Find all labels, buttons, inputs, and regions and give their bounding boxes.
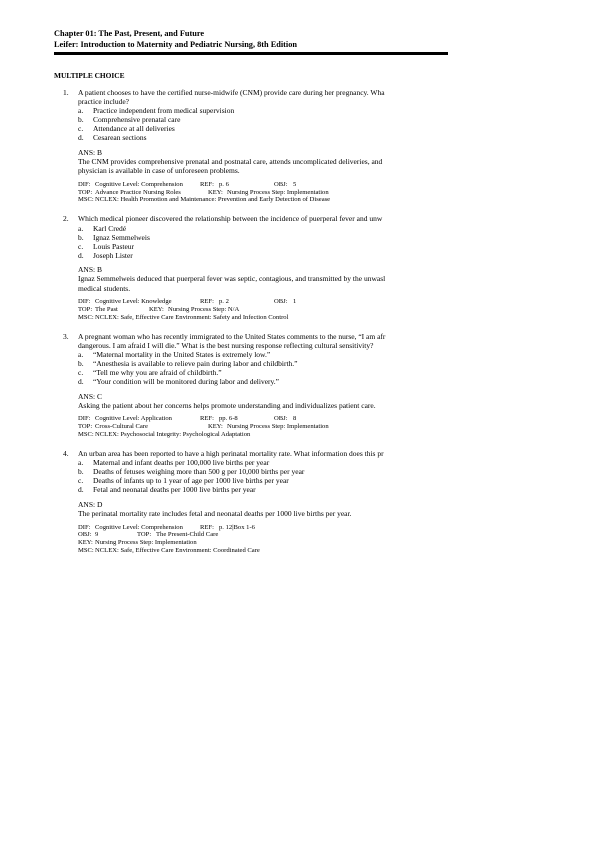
option-letter: d.	[78, 377, 84, 387]
rationale-line: physician is available in case of unforeseen problems.	[78, 166, 240, 176]
metadata-field: TOP:	[137, 531, 152, 539]
answer-option	[54, 359, 448, 368]
metadata-field: The Past	[95, 305, 118, 313]
answer-option	[54, 242, 448, 251]
answer-option	[54, 476, 448, 485]
metadata-row	[78, 196, 448, 204]
metadata-field: KEY:	[149, 305, 164, 313]
option-text: “Anesthesia is available to relieve pain during labor and childbirth.”	[93, 359, 298, 368]
answer-option	[54, 251, 448, 260]
metadata-field: KEY:	[208, 188, 223, 196]
metadata-field: KEY:	[208, 423, 223, 431]
metadata-field: Cognitive Level: Application	[95, 415, 172, 423]
question-stem	[54, 88, 448, 106]
metadata-field: Cognitive Level: Comprehension	[95, 523, 183, 531]
answer-key: ANS: D	[78, 500, 103, 509]
option-letter: a.	[78, 458, 84, 468]
answer-option	[54, 233, 448, 242]
document-header	[54, 29, 448, 50]
answer-option	[54, 368, 448, 377]
option-text: Deaths of infants up to 1 year of age per 1000 live births per year	[93, 476, 289, 486]
question-stem-line: An urban area has been reported to have a high perinatal mortality rate. What information does this pr	[78, 449, 384, 459]
answer-option	[54, 485, 448, 494]
option-text: Deaths of fetuses weighing more than 500 g per 10,000 births per year	[93, 467, 305, 477]
option-letter: d.	[78, 133, 84, 143]
rationale-line: The CNM provides comprehensive prenatal and postnatal care, attends uncomplicated deliveries, and	[78, 157, 383, 167]
option-letter: a.	[78, 106, 84, 116]
section-title: MULTIPLE CHOICE	[54, 71, 125, 80]
metadata-field: Nursing Process Step: Implementation	[227, 188, 329, 196]
question-stem	[54, 449, 448, 458]
option-letter: c.	[78, 124, 84, 134]
question-metadata	[54, 415, 448, 438]
metadata-field: Cognitive Level: Knowledge	[95, 298, 172, 306]
question-metadata	[54, 298, 448, 321]
option-text: Ignaz Semmelweis	[93, 232, 150, 242]
metadata-field: DIF:	[78, 415, 91, 423]
metadata-row	[78, 306, 448, 314]
option-letter: b.	[78, 359, 84, 368]
option-text: Louis Pasteur	[93, 241, 135, 251]
answer-key: ANS: B	[78, 265, 102, 275]
metadata-field: 1	[293, 298, 297, 306]
metadata-field: DIF:	[78, 180, 91, 188]
metadata-field: 8	[293, 415, 297, 423]
metadata-field: NCLEX: Health Promotion and Maintenance: Prevention and Early Detection of Disease	[95, 196, 331, 204]
question-stem-line: dangerous. I am afraid I will die.” What is the best nursing response reflecting cultural sensitivity?	[78, 340, 374, 350]
metadata-field: NCLEX: Psychosocial Integrity: Psychological Adaptation	[95, 430, 251, 438]
option-letter: d.	[78, 250, 84, 260]
answer-option	[54, 224, 448, 233]
header-rule	[54, 52, 448, 55]
metadata-field: DIF:	[78, 298, 91, 306]
question-metadata	[54, 181, 448, 204]
metadata-row	[78, 423, 448, 431]
metadata-field: Nursing Process Step: N/A	[168, 305, 240, 313]
question-number: 1.	[63, 88, 69, 97]
option-text: “Your condition will be monitored during labor and delivery.”	[93, 377, 280, 387]
question-stem-line: Which medical pioneer discovered the relationship between the incidence of puerperal fever and unw	[78, 214, 383, 224]
chapter-title: Chapter 01: The Past, Present, and Future	[54, 29, 205, 38]
metadata-field: OBJ:	[274, 298, 288, 306]
option-letter: c.	[78, 368, 84, 378]
option-letter: b.	[78, 115, 84, 125]
answer-block	[54, 500, 448, 518]
question-item	[54, 214, 448, 321]
option-letter: a.	[78, 223, 84, 233]
metadata-field: Cognitive Level: Comprehension	[95, 180, 183, 188]
metadata-row	[78, 539, 448, 547]
question-item	[54, 449, 448, 554]
answer-key: ANS: C	[78, 391, 102, 401]
metadata-field: REF:	[200, 298, 214, 306]
option-letter: b.	[78, 232, 84, 242]
answer-option	[54, 106, 448, 115]
metadata-field: Nursing Process Step: Implementation	[95, 539, 197, 547]
rationale-line: medical students.	[78, 283, 131, 293]
metadata-row	[78, 189, 448, 197]
metadata-field: KEY:	[78, 539, 93, 547]
metadata-field: Advance Practice Nursing Roles	[95, 188, 181, 196]
answer-block	[54, 265, 448, 292]
metadata-field: REF:	[200, 180, 214, 188]
option-text: Fetal and neonatal deaths per 1000 live births per year	[93, 485, 256, 495]
metadata-row	[78, 524, 448, 532]
metadata-field: NCLEX: Safe, Effective Care Environment: Safety and Infection Control	[95, 313, 289, 321]
option-text: Practice independent from medical supervision	[93, 106, 235, 116]
question-stem	[54, 332, 448, 350]
metadata-field: DIF:	[78, 523, 91, 531]
metadata-field: pp. 6-8	[219, 415, 238, 423]
metadata-row	[78, 314, 448, 322]
option-text: Comprehensive prenatal care	[93, 115, 181, 125]
question-stem-line: practice include?	[78, 97, 130, 107]
option-text: Karl Credé	[93, 223, 127, 233]
answer-option	[54, 377, 448, 386]
metadata-field: MSC:	[78, 546, 94, 554]
option-text: Attendance at all deliveries	[93, 124, 175, 134]
answer-key: ANS: B	[78, 148, 102, 158]
metadata-field: 5	[293, 180, 297, 188]
metadata-field: MSC:	[78, 430, 94, 438]
question-number: 2.	[63, 214, 69, 224]
option-text: Maternal and infant deaths per 100,000 live births per year	[93, 458, 270, 468]
question-metadata	[54, 524, 448, 555]
rationale-line: Asking the patient about her concerns helps promote understanding and individualizes patient care.	[78, 400, 376, 410]
metadata-field: TOP:	[78, 423, 93, 431]
answer-option	[54, 467, 448, 476]
question-list	[54, 88, 448, 638]
metadata-field: Cross-Cultural Care	[95, 423, 148, 431]
metadata-field: NCLEX: Safe, Effective Care Environment: Coordinated Care	[95, 546, 260, 554]
answer-option	[54, 133, 448, 142]
option-letter: a.	[78, 349, 84, 359]
answer-option	[54, 458, 448, 467]
metadata-field: REF:	[200, 415, 214, 423]
option-text: Joseph Lister	[93, 250, 133, 260]
metadata-field: MSC:	[78, 196, 94, 204]
metadata-field: The Present-Child Care	[156, 531, 219, 539]
option-letter: c.	[78, 476, 84, 486]
metadata-field: OBJ:	[274, 415, 288, 423]
metadata-row	[78, 181, 448, 189]
answer-block	[54, 148, 448, 175]
metadata-row	[78, 298, 448, 306]
option-text: Cesarean sections	[93, 133, 147, 143]
metadata-field: MSC:	[78, 313, 94, 321]
metadata-field: p. 6	[219, 180, 229, 188]
metadata-field: p. 2	[219, 298, 229, 306]
metadata-field: REF:	[200, 523, 214, 531]
answer-option	[54, 115, 448, 124]
question-item	[54, 332, 448, 439]
option-letter: c.	[78, 241, 84, 251]
option-letter: d.	[78, 485, 84, 495]
metadata-field: 9	[95, 531, 99, 539]
option-text: “Maternal mortality in the United States is extremely low.”	[93, 349, 271, 359]
metadata-field: OBJ:	[274, 180, 288, 188]
question-stem-line: A patient chooses to have the certified nurse-midwife (CNM) provide care during her pregnancy. Wha	[78, 88, 385, 97]
metadata-field: Nursing Process Step: Implementation	[227, 423, 329, 431]
metadata-field: p. 12|Box 1-6	[219, 523, 255, 531]
answer-block	[54, 392, 448, 410]
question-stem-line: A pregnant woman who has recently immigrated to the United States comments to the nurse, “I am afr	[78, 331, 386, 341]
metadata-field: TOP:	[78, 305, 93, 313]
rationale-line: The perinatal mortality rate includes fetal and neonatal deaths per 1000 live births per year.	[78, 509, 352, 519]
option-text: “Tell me why you are afraid of childbirth.”	[93, 368, 222, 378]
question-number: 4.	[63, 449, 69, 459]
metadata-field: TOP:	[78, 188, 93, 196]
metadata-row	[78, 547, 448, 555]
metadata-row	[78, 415, 448, 423]
metadata-row	[78, 431, 448, 439]
question-stem	[54, 214, 448, 223]
metadata-field: OBJ:	[78, 531, 92, 539]
metadata-row	[78, 531, 448, 539]
rationale-line: Ignaz Semmelweis deduced that puerperal fever was septic, contagious, and transmitted by the unwasl	[78, 274, 386, 284]
book-title: Leifer: Introduction to Maternity and Pediatric Nursing, 8th Edition	[54, 39, 297, 49]
option-letter: b.	[78, 467, 84, 477]
answer-option	[54, 124, 448, 133]
question-item	[54, 88, 448, 204]
answer-option	[54, 350, 448, 359]
question-number: 3.	[63, 331, 69, 341]
